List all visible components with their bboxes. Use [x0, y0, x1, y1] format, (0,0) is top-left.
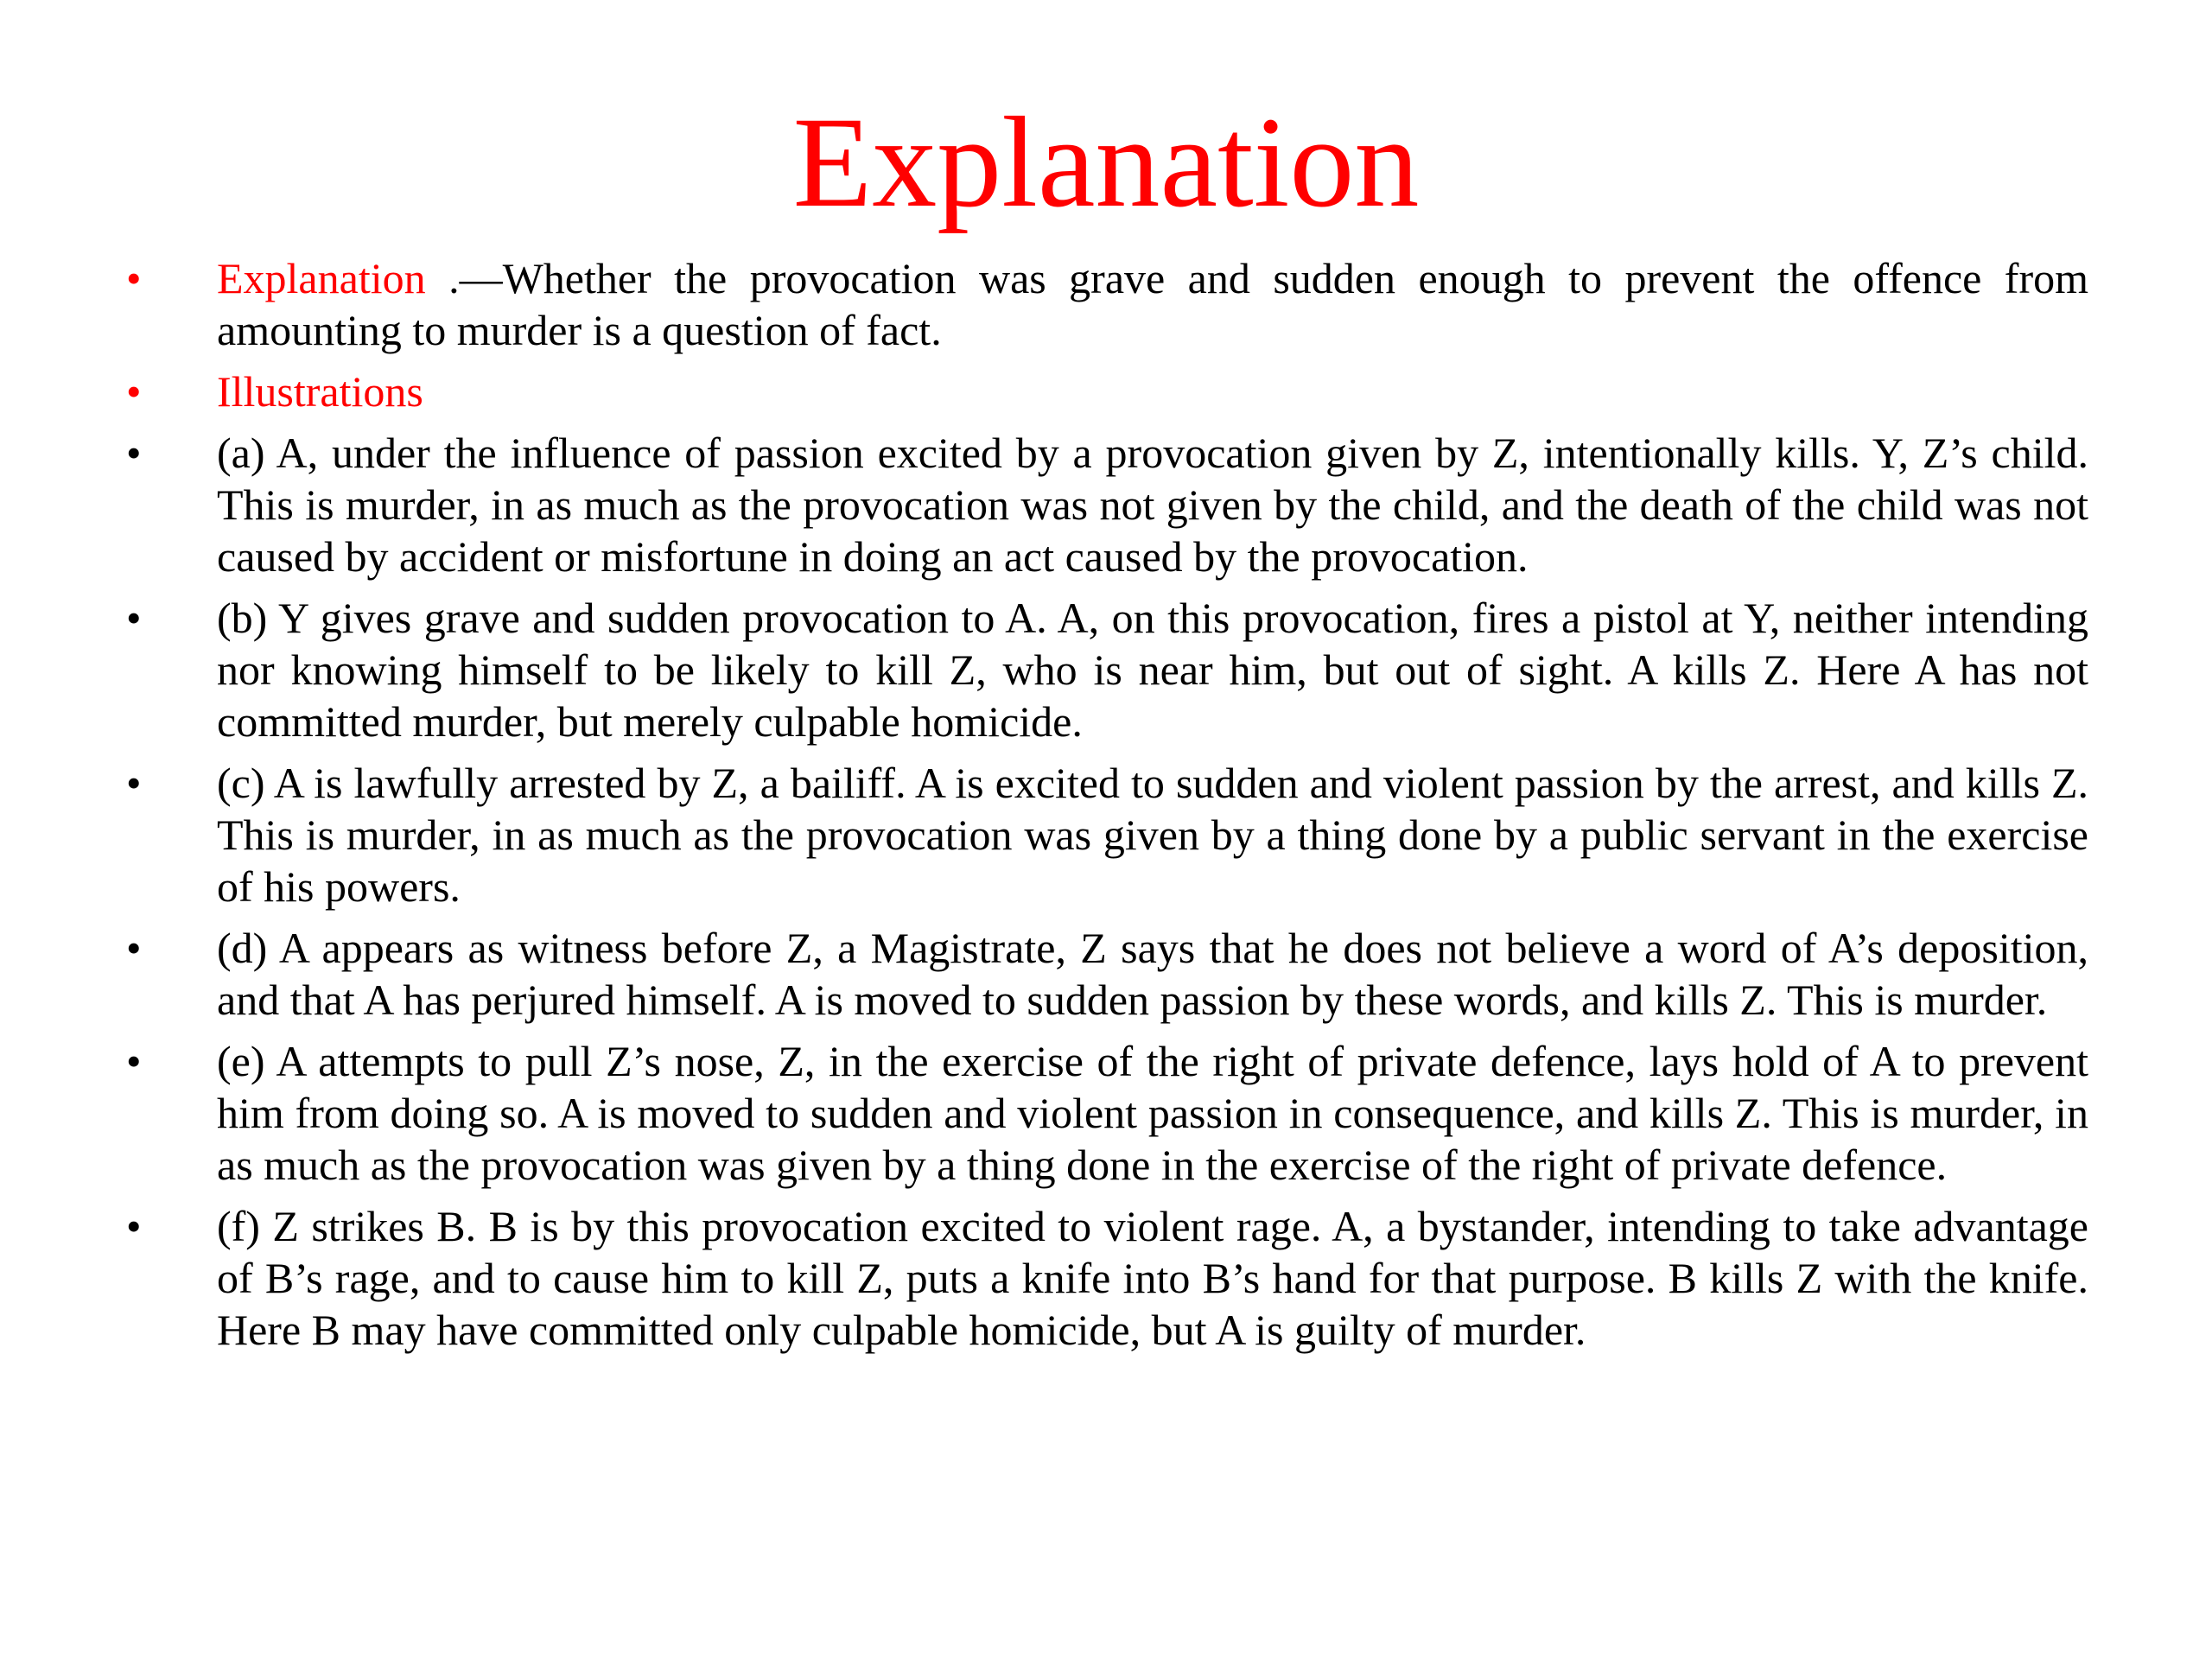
explanation-label: Explanation [217, 254, 426, 302]
bullet-item-illustration-e [0, 1035, 2212, 1191]
explanation-text: .—Whether the provocation was grave and sudden enough to prevent the offence from amounting to murder is a question of fact. [217, 254, 2088, 354]
bullet-icon: • [126, 924, 142, 972]
illustration-c-text: (c) A is lawfully arrested by Z, a bailiff. A is excited to sudden and violent passion by the arrest, and kills Z. This is murder, in as much as the provocation was given by a thing done by a public servant in the exercise of his powers. [217, 759, 2088, 911]
bullet-icon: • [126, 759, 142, 807]
illustrations-label: Illustrations [217, 367, 423, 416]
bullet-icon: • [126, 594, 142, 642]
bullet-list [0, 252, 2212, 1365]
bullet-icon: • [126, 367, 142, 416]
bullet-item-illustration-b [0, 592, 2212, 747]
bullet-item-illustration-f [0, 1200, 2212, 1356]
bullet-item-illustration-c [0, 757, 2212, 912]
illustration-d-text: (d) A appears as witness before Z, a Magistrate, Z says that he does not believe a word of A’s deposition, and that A has perjured himself. A is moved to sudden passion by these words, and kills Z. This is murder. [217, 924, 2088, 1024]
bullet-item-illustrations [0, 365, 2212, 417]
bullet-icon: • [126, 429, 142, 477]
bullet-item-illustration-a [0, 427, 2212, 582]
illustration-a-text: (a) A, under the influence of passion excited by a provocation given by Z, intentionally kills. Y, Z’s child. This is murder, in as much as the provocation was not given by the child, and the death of the child was not caused by accident or misfortune in doing an act caused by the provocation. [217, 429, 2088, 581]
illustration-f-text: (f) Z strikes B. B is by this provocation excited to violent rage. A, a bystander, intending to take advantage of B’s rage, and to cause him to kill Z, puts a knife into B’s hand for that purpose. B kills Z with the knife. Here B may have committed only culpable homicide, but A is guilty of murder. [217, 1202, 2088, 1354]
bullet-icon: • [126, 1202, 142, 1250]
bullet-item-explanation [0, 252, 2212, 356]
bullet-icon: • [126, 254, 142, 302]
bullet-item-illustration-d [0, 922, 2212, 1026]
illustration-b-text: (b) Y gives grave and sudden provocation to A. A, on this provocation, fires a pistol at Y, neither intending nor knowing himself to be likely to kill Z, who is near him, but out of sight. A kills Z. Here A has not committed murder, but merely culpable homicide. [217, 594, 2088, 746]
bullet-text [217, 252, 2088, 356]
bullet-icon: • [126, 1037, 142, 1085]
illustration-e-text: (e) A attempts to pull Z’s nose, Z, in the exercise of the right of private defence, lays hold of A to prevent him from doing so. A is moved to sudden and violent passion in consequence, and kills Z. This is murder, in as much as the provocation was given by a thing done in the exercise of the right of private defence. [217, 1037, 2088, 1189]
slide-title: Explanation [792, 91, 1420, 234]
